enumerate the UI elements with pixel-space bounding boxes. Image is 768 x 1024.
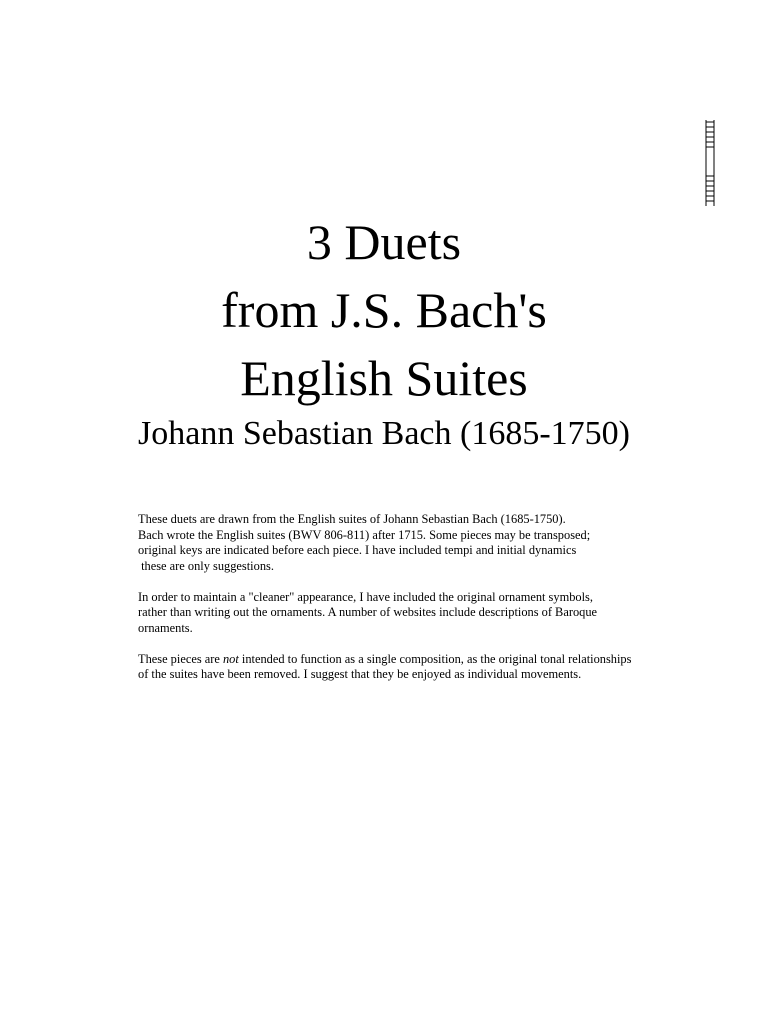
title-line-3: English Suites [240, 350, 528, 406]
paragraph-line: In order to maintain a "cleaner" appearance, I have included the original ornament symbols, [138, 589, 593, 604]
preface-paragraph-2 [138, 590, 758, 637]
document-title [0, 208, 768, 412]
paragraph-line: these are only suggestions. [138, 558, 274, 573]
preface-paragraph-3 [138, 652, 758, 683]
emphasis-text: not [222, 651, 239, 666]
paragraph-line: These duets are drawn from the English suites of Johann Sebastian Bach (1685-1750). [138, 512, 566, 526]
paragraph-line: rather than writing out the ornaments. A number of websites include descriptions of Baroque [138, 605, 598, 619]
paragraph-line: of the suites have been removed. I suggest that they be enjoyed as individual movements. [138, 667, 582, 681]
paragraph-line: ornaments. [138, 620, 193, 635]
paragraph-line: Bach wrote the English suites (BWV 806-811) after 1715. Some pieces may be transposed; [138, 527, 591, 542]
title-line-2: from J.S. Bach's [221, 282, 547, 338]
composer-name: Johann Sebastian Bach (1685-1750) [138, 415, 630, 452]
preface-notes [138, 512, 758, 698]
title-line-1: 3 Duets [306, 214, 462, 270]
text-run: intended to function as a single composition, as the original tonal relationships [238, 651, 632, 666]
preface-paragraph-1 [138, 512, 758, 574]
text-run: These pieces are [138, 651, 223, 666]
paragraph-line [138, 652, 758, 668]
staff-lines-mark-icon [704, 120, 716, 208]
paragraph-line: original keys are indicated before each piece. I have included tempi and initial dynamics [138, 543, 577, 557]
